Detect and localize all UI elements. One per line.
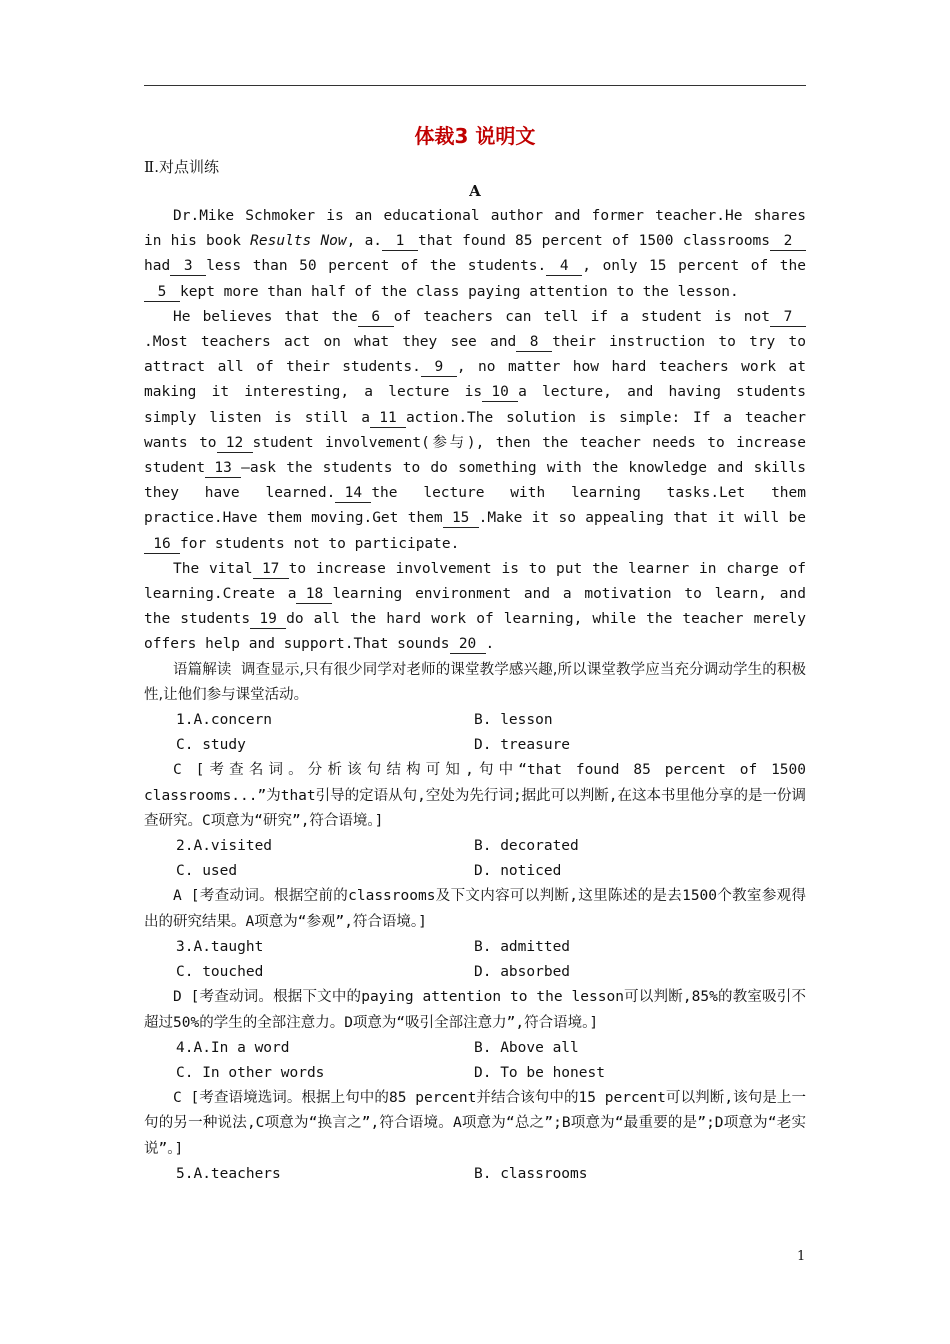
reading-text: 调查显示,只有很少同学对老师的课堂教学感兴趣,所以课堂教学应当充分调动学生的积极性,让他们参与课堂活动。 [144,661,807,703]
text: , only 15 percent of the [582,258,806,275]
blank-14: 14 [335,484,371,503]
option-b: B. admitted [474,938,571,955]
blank-6: 6 [358,308,394,327]
blank-16: 16 [144,535,180,554]
blank-11: 11 [370,409,406,428]
options-row [144,1061,806,1086]
text: that found 85 percent of 1500 classrooms [418,233,771,250]
text: He believes that the [173,308,358,325]
options-row [144,834,806,859]
blank-9: 9 [421,358,457,377]
section-heading: Ⅱ.对点训练 [144,158,219,176]
blank-3: 3 [170,257,206,276]
text: .Make it so appealing that it will be [478,510,806,527]
option-a: 4.A.In a word [176,1039,290,1056]
option-b: B. lesson [474,712,553,729]
page-number: 1 [797,1249,806,1264]
option-c: C. touched [176,964,264,981]
question-1 [144,708,806,834]
answer-explanation: D [考查动词。根据下文中的paying attention to the lesson可以判断,85%的教室吸引不超过50%的学生的全部注意力。D项意为“吸引全部注意力”,符合语境。] [144,989,806,1031]
text: kept more than half of the class paying attention to the lesson. [180,283,739,300]
text: less than 50 percent of the students. [206,258,547,275]
blank-15: 15 [443,509,479,528]
options-row [144,935,806,960]
text: for students not to participate. [180,535,460,552]
question-2 [144,834,806,935]
answer-explanation: C [考查名词。分析该句结构可知,句中“that found 85 percent of 1500 classrooms...”为that引导的定语从句,空处为先行词;据此可以判断,在这本书里他分享的是一份调查研究。C项意为“研究”,符合语境。] [144,762,806,829]
text: their instruction to try to attract all of their students. [144,334,806,376]
option-b: B. Above all [474,1039,579,1056]
option-c: C. In other words [176,1064,325,1081]
options-row [144,1162,806,1187]
text: the lecture with learning tasks.Let them practice.Have them moving.Get them [144,485,806,527]
blank-18: 18 [296,585,332,604]
option-d: D. noticed [474,863,562,880]
text: Dr.Mike Schmoker is an educational author and former teacher.He shares in his book [144,208,806,250]
options-row [144,1036,806,1061]
option-d: D. absorbed [474,964,571,981]
header-rule [144,85,806,86]
question-5 [144,1162,806,1187]
reading-label: 语篇解读 [173,661,232,678]
blank-20: 20 [450,635,486,654]
option-a: 2.A.visited [176,838,273,855]
options-row [144,733,806,758]
text: . [485,636,495,653]
text: —ask the students to do something with the knowledge and skills they have learned. [144,460,806,502]
blank-2: 2 [770,232,806,251]
question-4 [144,1036,806,1162]
text: .Most teachers act on what they see and [144,334,517,351]
passage-paragraph-3 [144,557,806,658]
question-3 [144,935,806,1036]
text: a lecture, and having students simply listen is still a [144,384,806,426]
passage-paragraph-1 [144,204,806,305]
blank-12: 12 [217,434,253,453]
reading-note [144,658,806,708]
option-c: C. used [176,863,238,880]
answer-explanation: A [考查动词。根据空前的classrooms及下文内容可以判断,这里陈述的是去1500个教室参观得出的研究结果。A项意为“参观”,符合语境。] [144,888,806,930]
text: to increase involvement is to put the learner in charge of learning.Create a [144,560,806,603]
text: do all the hard work of learning, while the teacher merely offers help and support.That sounds [144,611,807,653]
options-row [144,708,806,733]
option-b: B. decorated [474,838,579,855]
answer-explanation: C [考查语境选词。根据上句中的85 percent并结合该句中的15 percent可以判断,该句是上一句的另一种说法,C项意为“换言之”,符合语境。A项意为“总之”;B项意为“最重要的是”;D项意为“老实说”。] [144,1090,806,1157]
document-body [144,204,806,1187]
options-row [144,960,806,985]
option-a: 5.A.teachers [176,1165,281,1182]
blank-1: 1 [382,232,418,251]
blank-8: 8 [516,333,552,352]
blank-7: 7 [770,308,806,327]
text: , a. [346,233,383,250]
text: had [144,258,171,275]
blank-13: 13 [205,459,241,478]
options-row [144,859,806,884]
blank-4: 4 [546,257,582,276]
option-c: C. study [176,737,246,754]
option-d: D. treasure [474,737,571,754]
text: learning environment and a motivation to learn, and the students [144,586,806,628]
text: student involvement(参与), then the teacher needs to increase student [144,434,806,477]
blank-5: 5 [144,283,180,302]
option-a: 3.A.taught [176,938,264,955]
passage-paragraph-2 [144,305,806,557]
text: of teachers can tell if a student is not [393,308,770,325]
blank-10: 10 [482,383,518,402]
passage-letter: A [469,182,481,200]
text: , no matter how hard teachers work at making it interesting, a lecture is [144,359,806,401]
text: action.The solution is simple: If a teacher wants to [144,409,806,451]
text: The vital [173,560,253,577]
page-title: 体裁3 说明文 [414,124,536,148]
book-title: Results Now [250,233,347,250]
blank-17: 17 [253,560,289,579]
option-d: D. To be honest [474,1064,605,1081]
option-a: 1.A.concern [176,712,273,729]
blank-19: 19 [250,610,286,629]
option-b: B. classrooms [474,1165,588,1182]
